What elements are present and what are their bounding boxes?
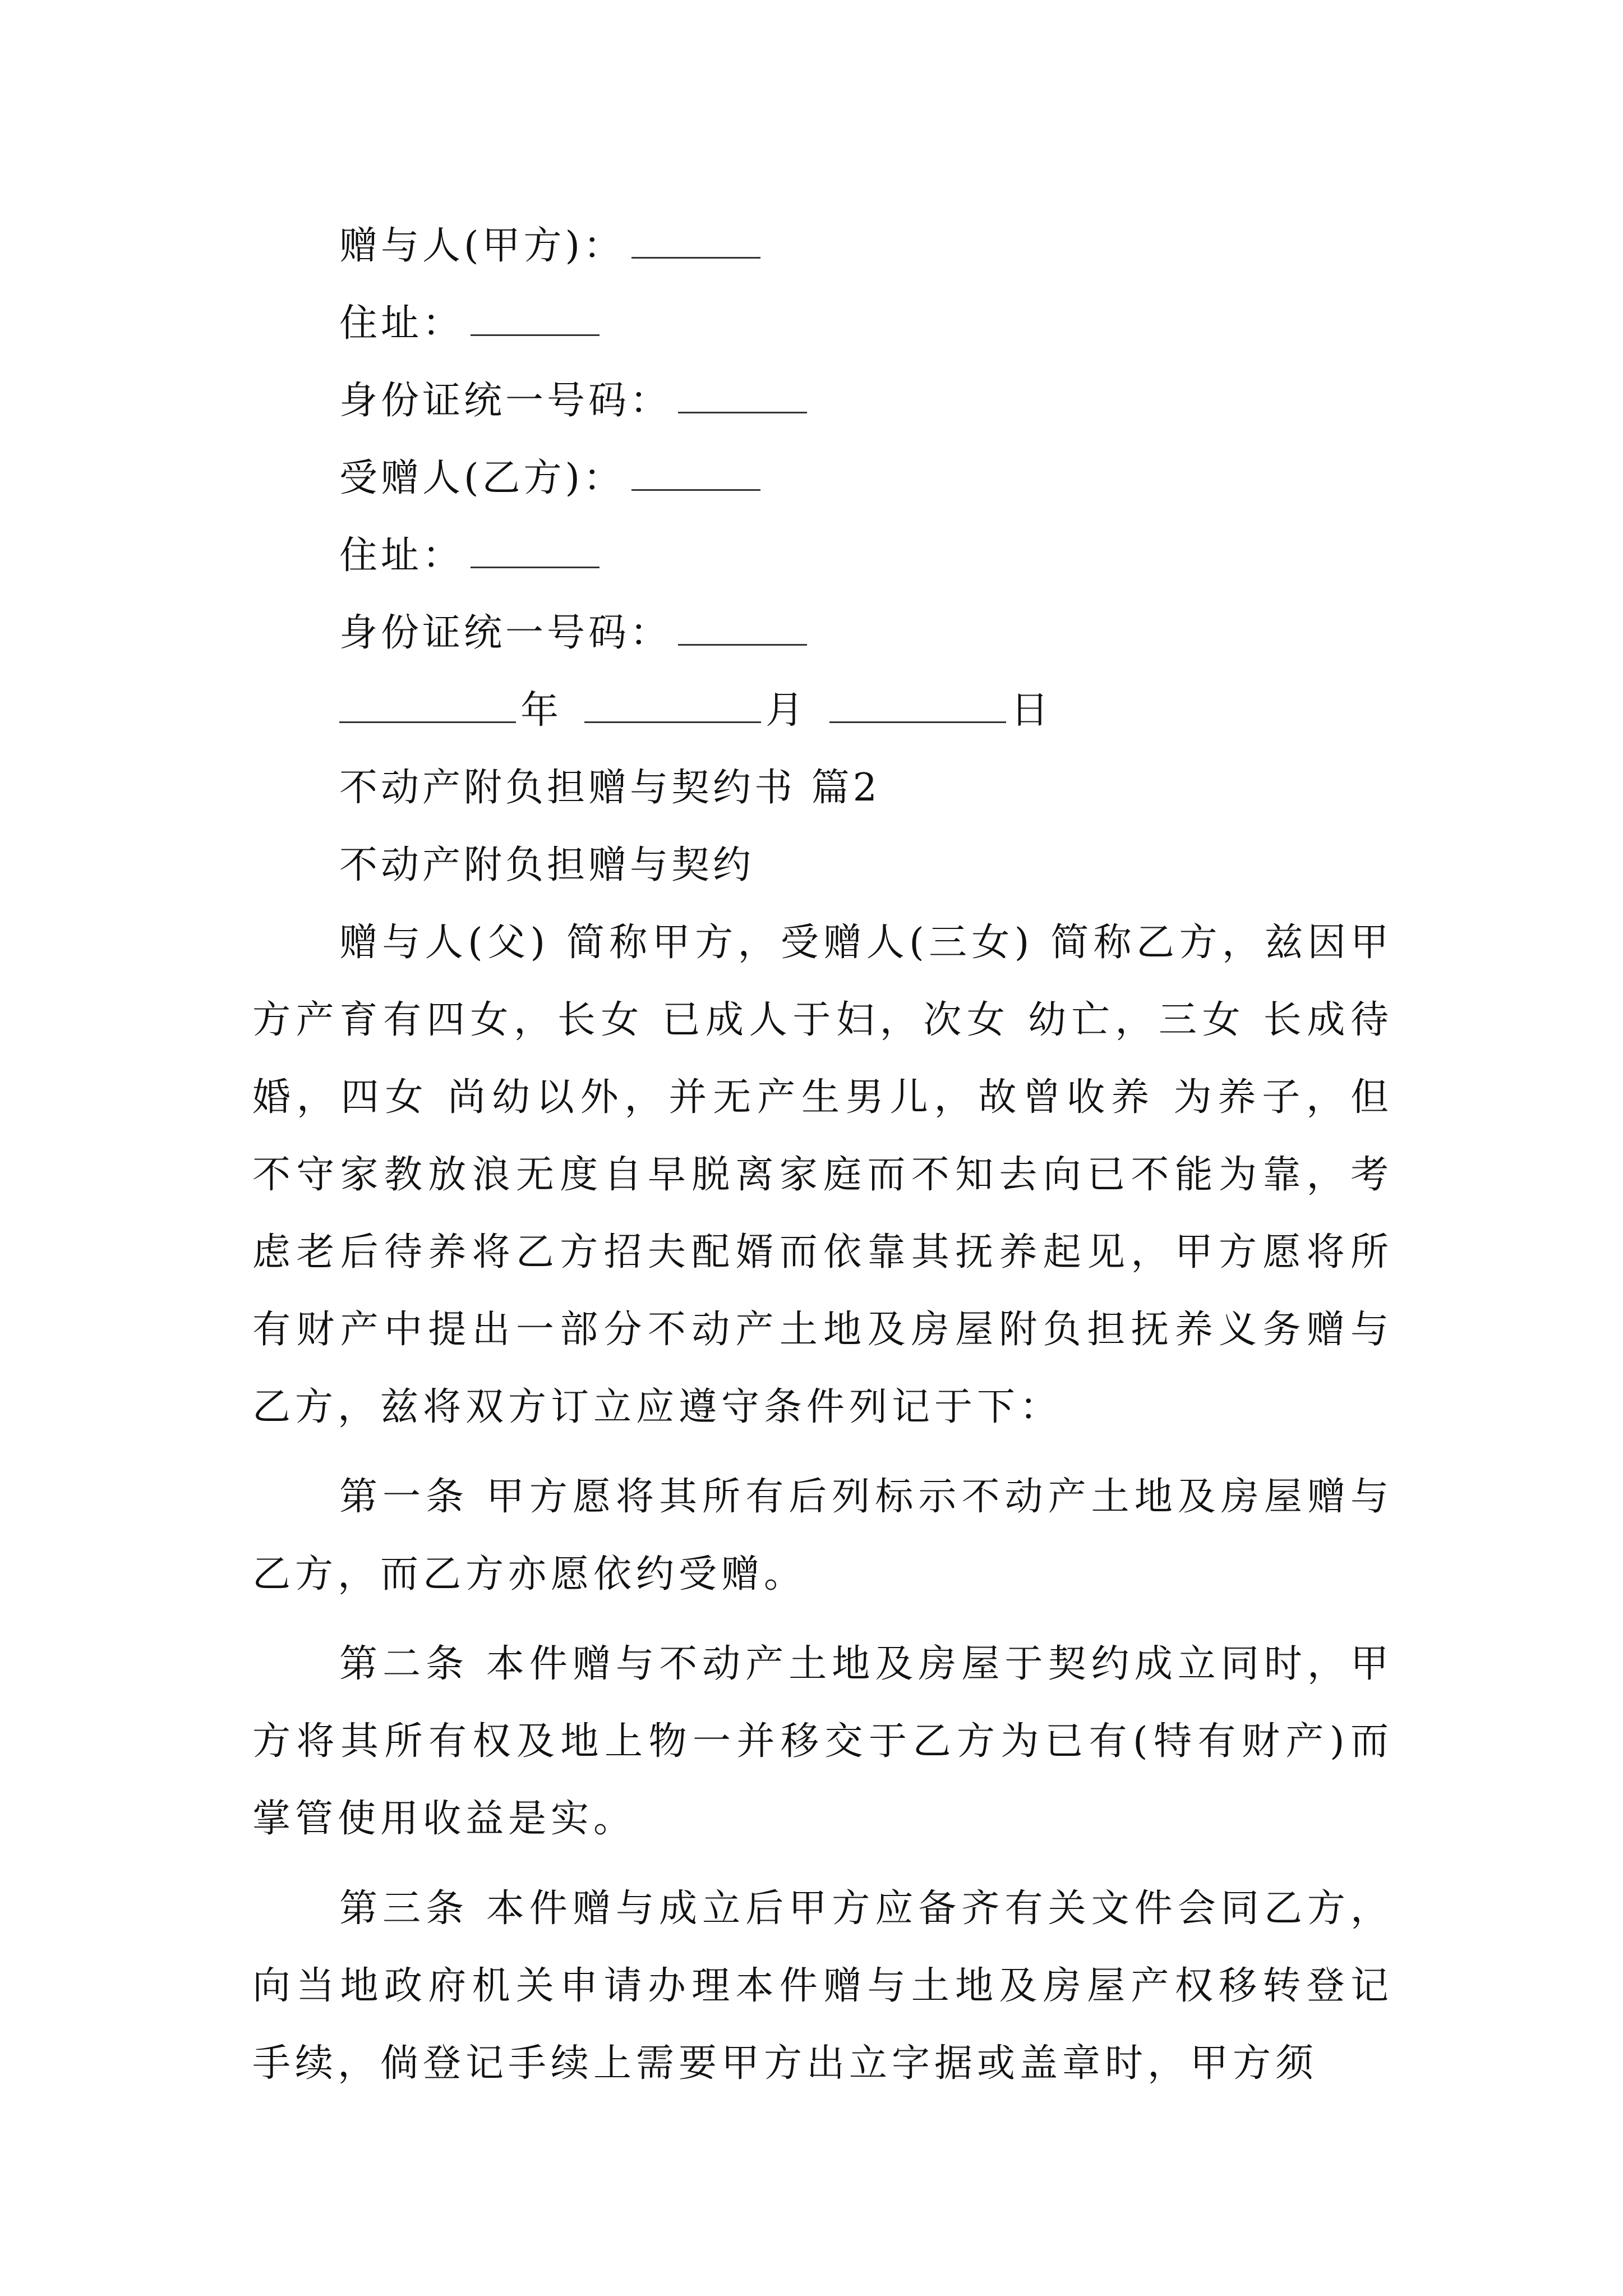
date-line <box>252 672 1393 749</box>
preamble-paragraph: 赠与人(父) 简称甲方，受赠人(三女) 简称乙方，兹因甲方产育有四女，长女 已成人于妇，次女 幼亡，三女 长成待婚，四女 尚幼以外，并无产生男儿，故曾收养 为养子，但不守家教放浪无度自早脱离家庭而不知去向已不能为靠，考虑老后待养将乙方招夫配婿而依靠其抚养起见，甲方愿将所有财产中提出一部分不动产土地及房屋附负担抚养义务赠与乙方，兹将双方订立应遵守条件列记于下： <box>252 921 1393 1429</box>
article-2-paragraph: 第二条 本件赠与不动产土地及房屋于契约成立同时，甲方将其所有权及地上物一并移交于乙方为已有(特有财产)而掌管使用收益是实。 <box>252 1642 1393 1841</box>
month-blank <box>584 721 761 723</box>
month-label: 月 <box>766 688 808 733</box>
donor-name-label: 赠与人(甲方)： <box>339 224 625 268</box>
day-label: 日 <box>1011 688 1053 733</box>
donee-name-blank <box>631 489 760 491</box>
donee-id-blank <box>678 644 807 646</box>
donee-address-blank <box>471 567 600 568</box>
article-3-paragraph: 第三条 本件赠与成立后甲方应备齐有关文件会同乙方，向当地政府机关申请办理本件赠与土地及房屋产权移转登记手续，倘登记手续上需要甲方出立字据或盖章时，甲方须 <box>252 1887 1393 2086</box>
contract-title: 不动产附负担赠与契约 <box>339 843 755 887</box>
section-title: 不动产附负担赠与契约书 篇2 <box>339 766 880 810</box>
donor-address-blank <box>471 334 600 336</box>
donee-id-label: 身份证统一号码： <box>339 611 672 655</box>
day-blank <box>829 721 1006 723</box>
year-label: 年 <box>520 688 562 733</box>
article-1-paragraph: 第一条 甲方愿将其所有后列标示不动产土地及房屋赠与乙方，而乙方亦愿依约受赠。 <box>252 1475 1393 1596</box>
donee-address-line <box>252 517 1393 595</box>
donee-id-line <box>252 595 1393 672</box>
donor-name-line <box>252 208 1393 285</box>
donee-name-label: 受赠人(乙方)： <box>339 456 625 500</box>
donor-address-label: 住址： <box>339 301 464 346</box>
year-blank <box>339 721 516 723</box>
donor-id-blank <box>678 412 807 413</box>
donor-id-label: 身份证统一号码： <box>339 379 672 423</box>
donor-name-blank <box>631 257 760 259</box>
donee-name-line <box>252 440 1393 517</box>
donee-address-label: 住址： <box>339 533 464 578</box>
donor-address-line <box>252 285 1393 362</box>
donor-id-line <box>252 362 1393 440</box>
document-content <box>252 208 1393 2102</box>
